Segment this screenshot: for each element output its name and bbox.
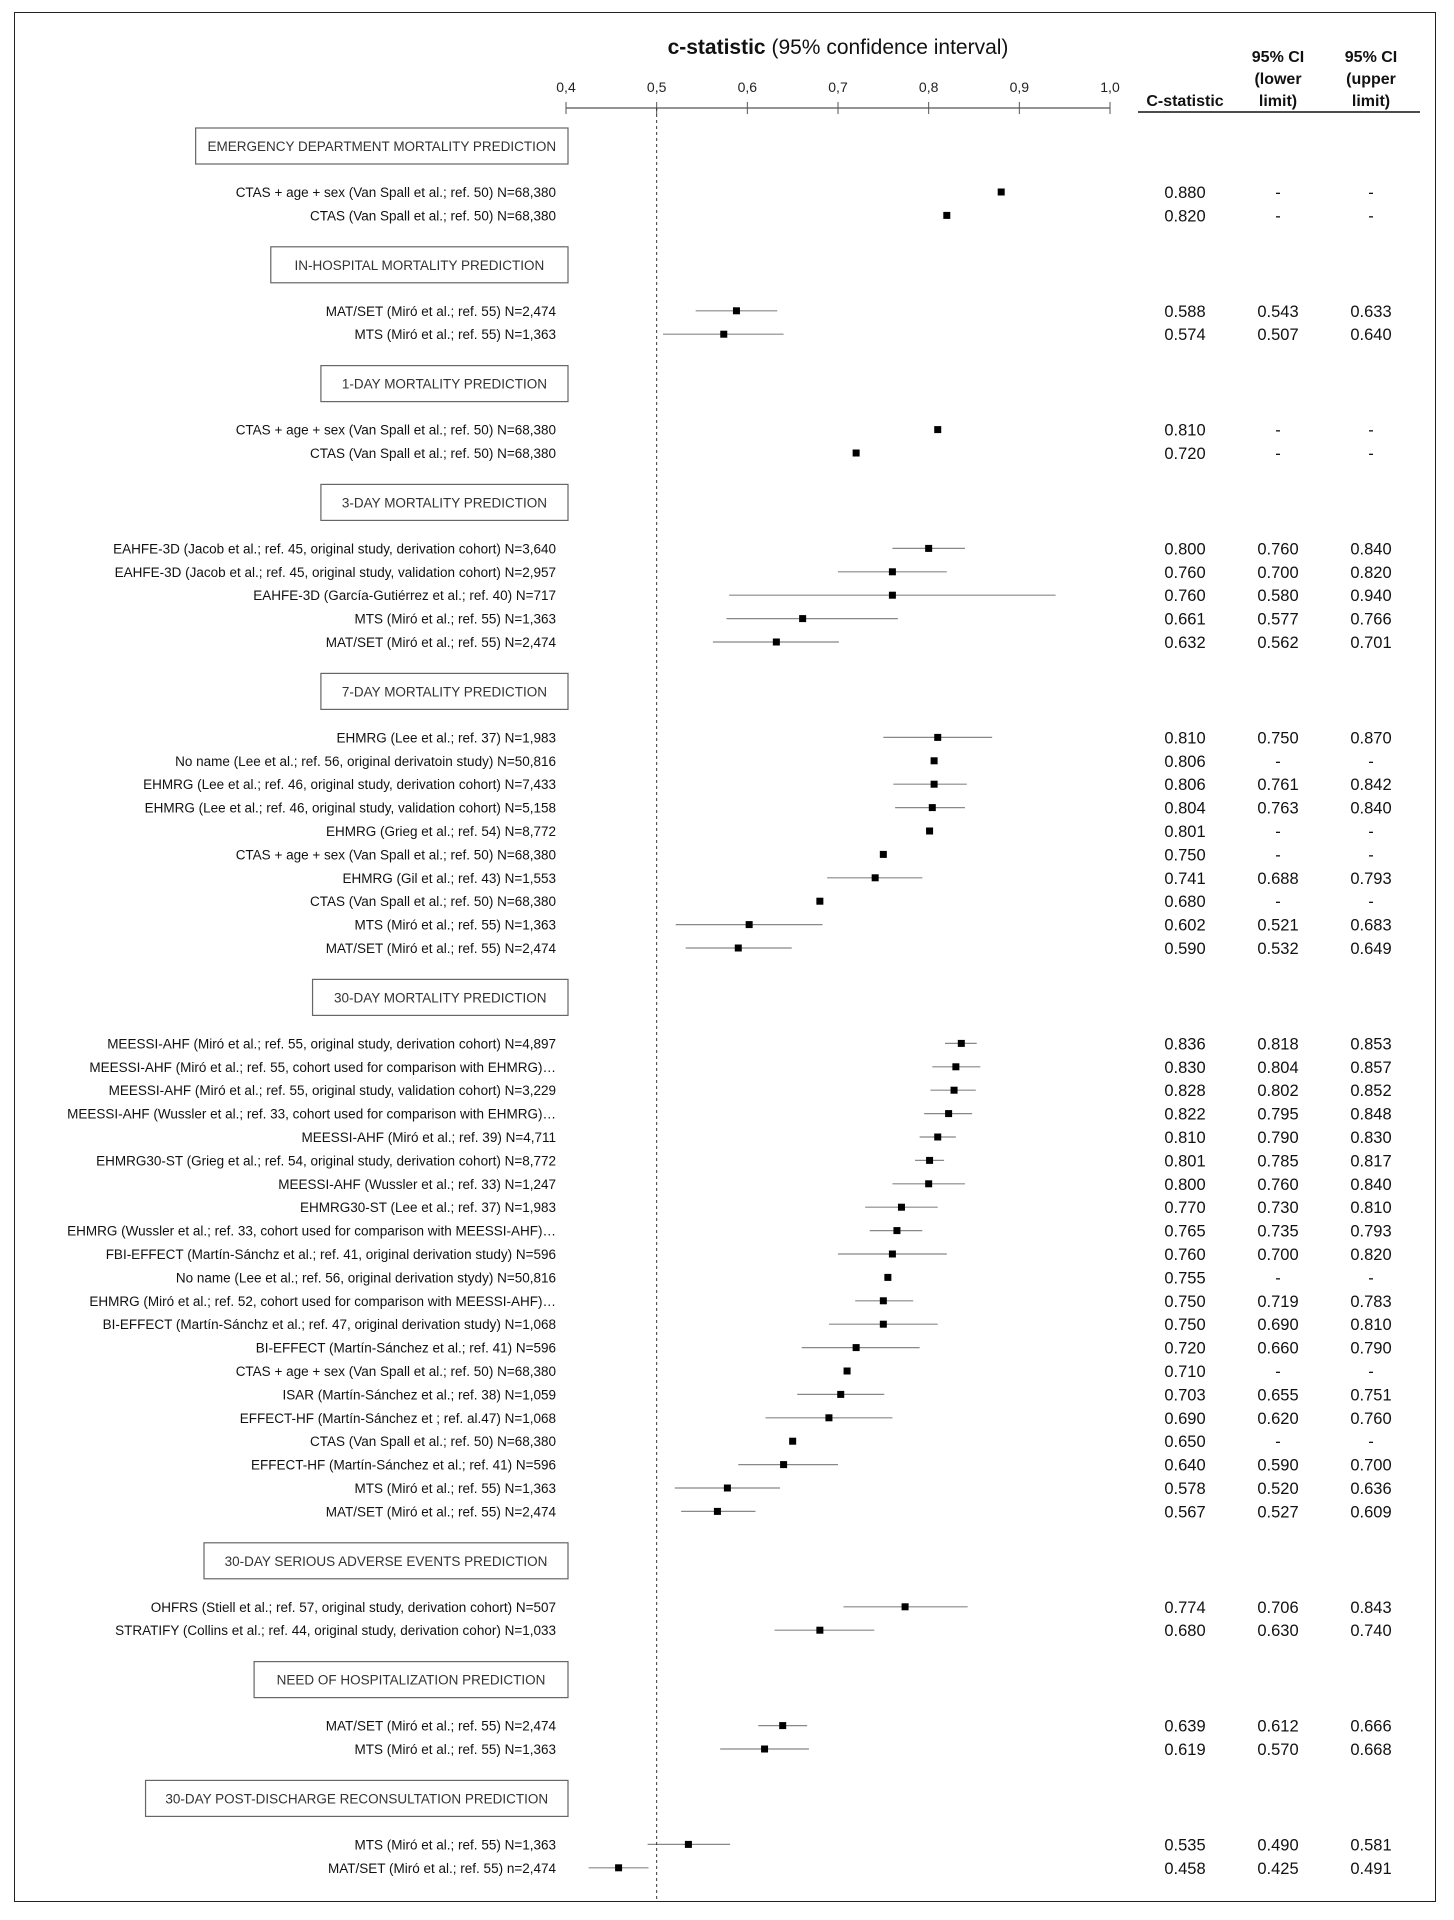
ci-upper-value: 0.940 (1350, 587, 1392, 606)
c-statistic-value: 0.760 (1164, 563, 1206, 582)
c-statistic-value: 0.639 (1164, 1717, 1206, 1736)
column-header-ci-upper: 95% CI (1344, 49, 1398, 66)
point-estimate (889, 1251, 896, 1258)
c-statistic-value: 0.710 (1164, 1363, 1206, 1381)
c-statistic-value: 0.801 (1164, 1152, 1206, 1171)
ci-upper-value: 0.830 (1350, 1129, 1392, 1147)
c-statistic-value: 0.458 (1164, 1859, 1206, 1878)
ci-upper-value: - (1368, 823, 1374, 841)
section-header: IN-HOSPITAL MORTALITY PREDICTION (294, 257, 545, 273)
point-estimate (761, 1746, 768, 1753)
x-tick-label: 0,9 (1009, 79, 1030, 95)
c-statistic-value: 0.830 (1164, 1058, 1206, 1077)
c-statistic-value: 0.806 (1164, 776, 1206, 795)
ci-upper-value: 0.852 (1350, 1082, 1392, 1101)
study-label: STRATIFY (Collins et al.; ref. 44, original study, derivation cohor) N=1,033 (115, 1623, 556, 1639)
point-estimate (925, 545, 932, 552)
study-label: MEESSI-AHF (Miró et al.; ref. 39) N=4,711 (301, 1130, 556, 1145)
ci-lower-value: 0.562 (1257, 634, 1299, 652)
point-estimate (925, 1180, 932, 1187)
point-estimate (898, 1204, 905, 1211)
ci-upper-value: 0.740 (1350, 1622, 1392, 1641)
c-statistic-value: 0.822 (1164, 1105, 1206, 1124)
c-statistic-value: 0.828 (1164, 1082, 1206, 1101)
c-statistic-value: 0.602 (1164, 916, 1206, 935)
chart-title (668, 36, 1009, 59)
point-estimate (872, 874, 879, 881)
ci-upper-value: - (1368, 846, 1374, 865)
ci-lower-value: - (1275, 1269, 1281, 1288)
study-label: MAT/SET (Miró et al.; ref. 55) n=2,474 (328, 1860, 556, 1876)
c-statistic-value: 0.760 (1164, 587, 1206, 606)
ci-upper-value: - (1368, 445, 1374, 463)
c-statistic-value: 0.836 (1164, 1035, 1206, 1054)
study-label: MTS (Miró et al.; ref. 55) N=1,363 (354, 1481, 556, 1496)
ci-upper-value: - (1368, 893, 1374, 912)
ci-lower-value: - (1275, 823, 1281, 841)
section-header: 7-DAY MORTALITY PREDICTION (341, 684, 547, 700)
ci-upper-value: 0.870 (1350, 729, 1392, 748)
ci-upper-value: 0.840 (1350, 540, 1392, 559)
point-estimate (934, 1134, 941, 1141)
study-label: CTAS + age + sex (Van Spall et al.; ref. 50) N=68,380 (235, 185, 556, 200)
ci-lower-value: 0.750 (1257, 729, 1299, 748)
c-statistic-value: 0.703 (1164, 1386, 1206, 1405)
section-header: 30-DAY POST-DISCHARGE RECONSULTATION PREDICTION (165, 1791, 549, 1807)
section-header: 3-DAY MORTALITY PREDICTION (341, 495, 547, 511)
ci-lower-value: 0.580 (1257, 587, 1299, 606)
column-header-c-statistic: C-statistic (1146, 93, 1224, 110)
c-statistic-value: 0.720 (1164, 1339, 1206, 1358)
c-statistic-value: 0.750 (1164, 1292, 1206, 1311)
ci-lower-value: - (1275, 184, 1281, 202)
ci-lower-value: - (1275, 421, 1281, 440)
ci-lower-value: 0.690 (1257, 1316, 1299, 1335)
c-statistic-value: 0.640 (1164, 1456, 1206, 1475)
x-tick-label: 0,8 (918, 79, 939, 95)
study-label: MTS (Miró et al.; ref. 55) N=1,363 (354, 1837, 556, 1853)
point-estimate (893, 1227, 900, 1234)
point-estimate (958, 1040, 965, 1047)
point-estimate (615, 1864, 622, 1871)
ci-upper-value: - (1368, 1269, 1374, 1288)
ci-upper-value: - (1368, 752, 1374, 771)
ci-lower-value: 0.630 (1257, 1622, 1299, 1641)
c-statistic-value: 0.578 (1164, 1480, 1206, 1498)
study-label: MEESSI-AHF (Miró et al.; ref. 55, original study, derivation cohort) N=4,897 (107, 1036, 556, 1052)
study-label: MAT/SET (Miró et al.; ref. 55) N=2,474 (325, 635, 556, 650)
study-label: MAT/SET (Miró et al.; ref. 55) N=2,474 (325, 1504, 556, 1520)
ci-lower-value: - (1275, 207, 1281, 226)
ci-lower-value: 0.612 (1257, 1717, 1299, 1736)
study-label: EAHFE-3D (Jacob et al.; ref. 45, original study, derivation cohort) N=3,640 (113, 541, 556, 557)
study-label: ISAR (Martín-Sánchez et al.; ref. 38) N=1,059 (282, 1387, 556, 1403)
ci-lower-value: 0.521 (1257, 916, 1299, 935)
c-statistic-value: 0.690 (1164, 1409, 1206, 1428)
c-statistic-value: 0.650 (1164, 1433, 1206, 1452)
c-statistic-value: 0.588 (1164, 302, 1206, 321)
point-estimate (789, 1438, 796, 1445)
study-label: OHFRS (Stiell et al.; ref. 57, original study, derivation cohort) N=507 (150, 1599, 556, 1615)
c-statistic-value: 0.535 (1164, 1836, 1206, 1855)
ci-upper-value: 0.636 (1350, 1480, 1392, 1498)
ci-upper-value: 0.491 (1350, 1859, 1392, 1878)
study-label: MTS (Miró et al.; ref. 55) N=1,363 (354, 917, 556, 933)
ci-upper-value: 0.840 (1350, 799, 1392, 818)
point-estimate (733, 307, 740, 314)
study-label: MTS (Miró et al.; ref. 55) N=1,363 (354, 327, 556, 343)
c-statistic-value: 0.750 (1164, 1316, 1206, 1335)
column-header-ci-lower: (lower (1254, 71, 1302, 88)
c-statistic-value: 0.750 (1164, 846, 1206, 865)
ci-lower-value: - (1275, 1363, 1281, 1381)
ci-lower-value: 0.532 (1257, 940, 1299, 958)
ci-upper-value: 0.848 (1350, 1105, 1392, 1124)
ci-upper-value: 0.810 (1350, 1199, 1392, 1218)
c-statistic-value: 0.774 (1164, 1598, 1206, 1617)
c-statistic-value: 0.810 (1164, 1129, 1206, 1147)
study-label: EAHFE-3D (García-Gutiérrez et al.; ref. 40) N=717 (253, 588, 556, 604)
point-estimate (735, 945, 742, 952)
c-statistic-value: 0.680 (1164, 1622, 1206, 1641)
x-tick-label: 0,4 (556, 79, 576, 95)
study-label: FBI-EFFECT (Martín-Sánchz et al.; ref. 41, original derivation study) N=596 (105, 1247, 556, 1262)
point-estimate (934, 426, 941, 433)
study-label: BI-EFFECT (Martín-Sánchez et al.; ref. 41) N=596 (255, 1340, 556, 1356)
point-estimate (889, 568, 896, 575)
point-estimate (945, 1110, 952, 1117)
study-label: EFFECT-HF (Martín-Sánchez et al.; ref. 41) N=596 (251, 1457, 556, 1473)
point-estimate (926, 828, 933, 835)
point-estimate (931, 757, 938, 764)
point-estimate (714, 1508, 721, 1515)
point-estimate (902, 1603, 909, 1610)
study-label: MEESSI-AHF (Miró et al.; ref. 55, original study, validation cohort) N=3,229 (108, 1083, 556, 1099)
c-statistic-value: 0.661 (1164, 610, 1206, 629)
column-header-ci-lower: 95% CI (1251, 49, 1305, 66)
ci-upper-value: 0.683 (1350, 916, 1392, 935)
study-label: CTAS (Van Spall et al.; ref. 50) N=68,380 (310, 894, 556, 910)
point-estimate (773, 639, 780, 646)
ci-upper-value: 0.766 (1350, 610, 1392, 629)
ci-lower-value: 0.790 (1257, 1129, 1299, 1147)
ci-lower-value: 0.761 (1257, 776, 1299, 795)
ci-lower-value: 0.520 (1257, 1480, 1299, 1498)
point-estimate (779, 1722, 786, 1729)
point-estimate (825, 1414, 832, 1421)
ci-lower-value: 0.570 (1257, 1741, 1299, 1759)
c-statistic-value: 0.619 (1164, 1741, 1206, 1759)
ci-upper-value: 0.793 (1350, 869, 1392, 888)
study-label: EHMRG (Lee et al.; ref. 46, original study, derivation cohort) N=7,433 (143, 777, 556, 793)
point-estimate (799, 615, 806, 622)
c-statistic-value: 0.800 (1164, 540, 1206, 559)
ci-upper-value: 0.751 (1350, 1386, 1392, 1405)
ci-lower-value: - (1275, 445, 1281, 463)
x-tick-label: 0,5 (646, 79, 667, 95)
point-estimate (837, 1391, 844, 1398)
section-header: 30-DAY SERIOUS ADVERSE EVENTS PREDICTION (224, 1553, 548, 1569)
column-header-ci-upper: (upper (1346, 71, 1396, 88)
point-estimate (926, 1157, 933, 1164)
ci-lower-value: 0.655 (1257, 1386, 1299, 1405)
study-label: MAT/SET (Miró et al.; ref. 55) N=2,474 (325, 303, 556, 319)
study-label: MEESSI-AHF (Wussler et al.; ref. 33) N=1,247 (278, 1176, 556, 1192)
c-statistic-value: 0.800 (1164, 1175, 1206, 1194)
c-statistic-value: 0.590 (1164, 940, 1206, 958)
point-estimate (943, 212, 950, 219)
point-estimate (724, 1485, 731, 1492)
ci-lower-value: 0.590 (1257, 1456, 1299, 1475)
section-header: 30-DAY MORTALITY PREDICTION (334, 990, 547, 1006)
ci-lower-value: 0.660 (1257, 1339, 1299, 1358)
point-estimate (853, 450, 860, 457)
point-estimate (998, 189, 1005, 196)
study-label: EHMRG30-ST (Grieg et al.; ref. 54, original study, derivation cohort) N=8,772 (96, 1153, 556, 1169)
ci-lower-value: 0.785 (1257, 1152, 1299, 1171)
c-statistic-value: 0.804 (1164, 799, 1206, 818)
ci-lower-value: 0.490 (1257, 1836, 1299, 1855)
study-label: MTS (Miró et al.; ref. 55) N=1,363 (354, 1742, 556, 1757)
ci-lower-value: 0.719 (1257, 1292, 1299, 1311)
c-statistic-value: 0.755 (1164, 1269, 1206, 1288)
c-statistic-value: 0.770 (1164, 1199, 1206, 1218)
point-estimate (780, 1461, 787, 1468)
c-statistic-value: 0.632 (1164, 634, 1206, 652)
point-estimate (880, 851, 887, 858)
point-estimate (844, 1368, 851, 1375)
study-label: EHMRG (Lee et al.; ref. 37) N=1,983 (336, 730, 556, 746)
point-estimate (884, 1274, 891, 1281)
chart-title-rest: (95% confidence interval) (765, 36, 1009, 59)
ci-upper-value: 0.701 (1350, 634, 1392, 652)
c-statistic-value: 0.720 (1164, 445, 1206, 463)
ci-upper-value: 0.810 (1350, 1316, 1392, 1335)
study-label: EHMRG (Gil et al.; ref. 43) N=1,553 (342, 870, 556, 886)
study-label: EHMRG (Miró et al.; ref. 52, cohort used for comparison with MEESSI-AHF)… (89, 1293, 556, 1309)
section-header: EMERGENCY DEPARTMENT MORTALITY PREDICTION (207, 139, 557, 154)
study-label: CTAS + age + sex (Van Spall et al.; ref. 50) N=68,380 (235, 1364, 556, 1379)
section-header: NEED OF HOSPITALIZATION PREDICTION (276, 1672, 546, 1688)
study-label: EFFECT-HF (Martín-Sánchez et ; ref. al.47) N=1,068 (239, 1410, 556, 1426)
section-header: 1-DAY MORTALITY PREDICTION (341, 376, 547, 392)
study-label: CTAS (Van Spall et al.; ref. 50) N=68,380 (310, 208, 556, 224)
ci-upper-value: 0.857 (1350, 1058, 1392, 1077)
column-header-ci-lower: limit) (1258, 93, 1298, 110)
ci-upper-value: - (1368, 1433, 1374, 1452)
study-label: MEESSI-AHF (Miró et al.; ref. 55, cohort used for comparison with EHMRG)… (89, 1059, 556, 1075)
study-label: CTAS + age + sex (Van Spall et al.; ref. 50) N=68,380 (235, 847, 556, 863)
ci-upper-value: 0.666 (1350, 1717, 1392, 1736)
point-estimate (880, 1297, 887, 1304)
ci-upper-value: 0.581 (1350, 1836, 1392, 1855)
ci-lower-value: 0.735 (1257, 1222, 1299, 1241)
x-tick-label: 0,6 (737, 79, 758, 95)
ci-lower-value: 0.688 (1257, 869, 1299, 888)
c-statistic-value: 0.741 (1164, 869, 1206, 888)
point-estimate (934, 734, 941, 741)
ci-upper-value: 0.817 (1350, 1152, 1392, 1171)
c-statistic-value: 0.765 (1164, 1222, 1206, 1241)
column-header-ci-upper: limit) (1351, 93, 1391, 110)
study-label: EHMRG (Wussler et al.; ref. 33, cohort used for comparison with MEESSI-AHF)… (67, 1223, 556, 1239)
ci-upper-value: 0.760 (1350, 1409, 1392, 1428)
ci-lower-value: - (1275, 752, 1281, 771)
ci-upper-value: 0.700 (1350, 1456, 1392, 1475)
ci-upper-value: 0.820 (1350, 563, 1392, 582)
ci-lower-value: 0.700 (1257, 563, 1299, 582)
point-estimate (952, 1063, 959, 1070)
study-label: No name (Lee et al.; ref. 56, original derivation stydy) N=50,816 (175, 1270, 556, 1286)
study-label: EHMRG30-ST (Lee et al.; ref. 37) N=1,983 (300, 1200, 556, 1216)
ci-upper-value: 0.609 (1350, 1503, 1392, 1522)
point-estimate (931, 781, 938, 788)
ci-upper-value: - (1368, 184, 1374, 202)
point-estimate (929, 804, 936, 811)
point-estimate (746, 921, 753, 928)
point-estimate (816, 1627, 823, 1634)
study-label: EHMRG (Lee et al.; ref. 46, original study, validation cohort) N=5,158 (144, 800, 556, 816)
ci-lower-value: 0.700 (1257, 1246, 1299, 1264)
ci-lower-value: 0.802 (1257, 1082, 1299, 1101)
ci-lower-value: - (1275, 846, 1281, 865)
point-estimate (685, 1841, 692, 1848)
ci-lower-value: - (1275, 1433, 1281, 1452)
ci-lower-value: 0.620 (1257, 1409, 1299, 1428)
ci-upper-value: 0.783 (1350, 1292, 1392, 1311)
ci-upper-value: 0.633 (1350, 302, 1392, 321)
ci-lower-value: 0.527 (1257, 1503, 1299, 1522)
c-statistic-value: 0.680 (1164, 893, 1206, 912)
study-label: BI-EFFECT (Martín-Sánchz et al.; ref. 47, original derivation study) N=1,068 (102, 1317, 556, 1333)
ci-upper-value: - (1368, 421, 1374, 440)
c-statistic-value: 0.574 (1164, 326, 1206, 345)
ci-upper-value: - (1368, 207, 1374, 226)
point-estimate (816, 898, 823, 905)
c-statistic-value: 0.810 (1164, 729, 1206, 748)
ci-lower-value: 0.706 (1257, 1598, 1299, 1617)
c-statistic-value: 0.801 (1164, 823, 1206, 841)
x-tick-label: 0,7 (828, 79, 848, 95)
ci-lower-value: 0.730 (1257, 1199, 1299, 1218)
study-label: EAHFE-3D (Jacob et al.; ref. 45, original study, validation cohort) N=2,957 (114, 564, 556, 580)
ci-lower-value: 0.760 (1257, 1175, 1299, 1194)
ci-lower-value: 0.818 (1257, 1035, 1299, 1054)
study-label: EHMRG (Grieg et al.; ref. 54) N=8,772 (326, 824, 556, 839)
c-statistic-value: 0.760 (1164, 1246, 1206, 1264)
ci-lower-value: 0.804 (1257, 1058, 1299, 1077)
ci-lower-value: 0.795 (1257, 1105, 1299, 1124)
ci-upper-value: 0.668 (1350, 1741, 1392, 1759)
ci-lower-value: 0.507 (1257, 326, 1299, 345)
point-estimate (720, 331, 727, 338)
c-statistic-value: 0.567 (1164, 1503, 1206, 1522)
point-estimate (853, 1344, 860, 1351)
c-statistic-value: 0.810 (1164, 421, 1206, 440)
study-label: MAT/SET (Miró et al.; ref. 55) N=2,474 (325, 941, 556, 956)
ci-upper-value: 0.793 (1350, 1222, 1392, 1241)
ci-lower-value: 0.577 (1257, 610, 1299, 629)
study-label: CTAS + age + sex (Van Spall et al.; ref. 50) N=68,380 (235, 422, 556, 438)
ci-upper-value: 0.640 (1350, 326, 1392, 345)
ci-upper-value: 0.820 (1350, 1246, 1392, 1264)
ci-lower-value: 0.760 (1257, 540, 1299, 559)
study-label: MEESSI-AHF (Wussler et al.; ref. 33, cohort used for comparison with EHMRG)… (67, 1106, 556, 1122)
point-estimate (889, 592, 896, 599)
c-statistic-value: 0.820 (1164, 207, 1206, 226)
c-statistic-value: 0.880 (1164, 184, 1206, 202)
study-label: No name (Lee et al.; ref. 56, original derivatoin study) N=50,816 (175, 753, 556, 769)
study-label: CTAS (Van Spall et al.; ref. 50) N=68,380 (310, 1434, 556, 1450)
point-estimate (951, 1087, 958, 1094)
study-label: CTAS (Van Spall et al.; ref. 50) N=68,380 (310, 446, 556, 461)
ci-lower-value: 0.425 (1257, 1859, 1299, 1878)
chart-title-bold: c-statistic (667, 36, 766, 59)
c-statistic-value: 0.806 (1164, 752, 1206, 771)
ci-upper-value: 0.853 (1350, 1035, 1392, 1054)
ci-upper-value: - (1368, 1363, 1374, 1381)
ci-lower-value: - (1275, 893, 1281, 912)
study-label: MTS (Miró et al.; ref. 55) N=1,363 (354, 611, 556, 627)
point-estimate (880, 1321, 887, 1328)
ci-upper-value: 0.649 (1350, 940, 1392, 958)
x-tick-label: 1,0 (1100, 79, 1120, 95)
ci-upper-value: 0.842 (1350, 776, 1392, 795)
ci-upper-value: 0.843 (1350, 1598, 1392, 1617)
study-label: MAT/SET (Miró et al.; ref. 55) N=2,474 (325, 1718, 556, 1734)
ci-upper-value: 0.790 (1350, 1339, 1392, 1358)
ci-lower-value: 0.763 (1257, 799, 1299, 818)
ci-lower-value: 0.543 (1257, 302, 1299, 321)
ci-upper-value: 0.840 (1350, 1175, 1392, 1194)
